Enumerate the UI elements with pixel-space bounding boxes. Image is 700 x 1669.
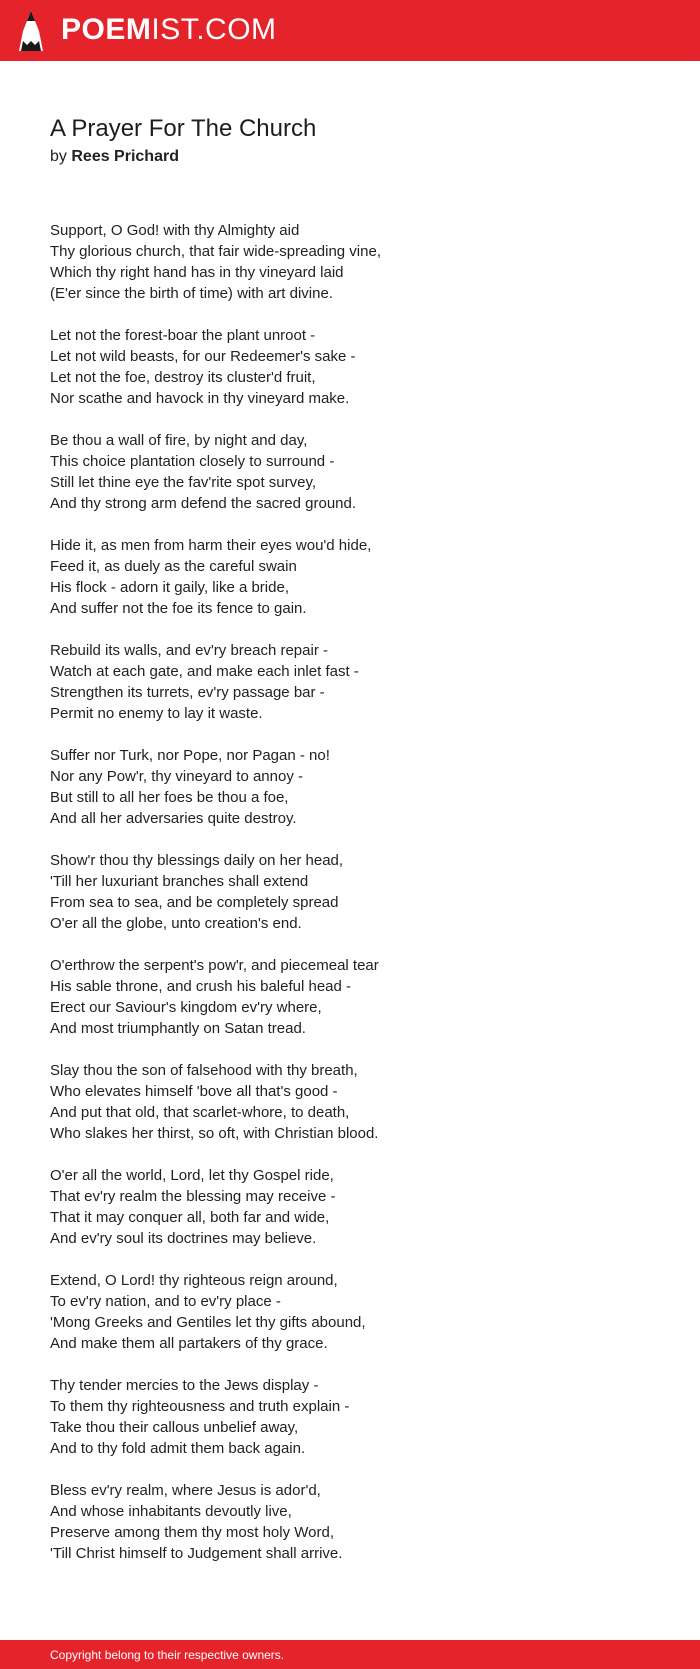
poem-line: Who elevates himself 'bove all that's good - (50, 1083, 338, 1100)
poem-title: A Prayer For The Church (50, 115, 317, 142)
poem-line: To them thy righteousness and truth explain - (50, 1398, 350, 1415)
pencil-icon[interactable] (17, 9, 45, 53)
poem-line: And suffer not the foe its fence to gain. (50, 600, 307, 617)
logo-text-light: IST.COM (151, 13, 277, 46)
poem-line: Nor scathe and havock in thy vineyard make. (50, 390, 350, 407)
poem-line: Let not wild beasts, for our Redeemer's sake - (50, 348, 356, 365)
poem-line: (E'er since the birth of time) with art divine. (50, 285, 333, 302)
poem-line: Extend, O Lord! thy righteous reign around, (50, 1272, 338, 1289)
poem-line: 'Mong Greeks and Gentiles let thy gifts abound, (50, 1314, 366, 1331)
poem-line: Strengthen its turrets, ev'ry passage bar - (50, 684, 325, 701)
logo-text-bold: POEM (61, 13, 152, 46)
stanza (50, 850, 650, 934)
poem-line: Preserve among them thy most holy Word, (50, 1524, 335, 1541)
poem-line: From sea to sea, and be completely spread (50, 894, 339, 911)
poem-line: Slay thou the son of falsehood with thy breath, (50, 1062, 358, 1079)
poem-line: Bless ev'ry realm, where Jesus is ador'd, (50, 1482, 321, 1499)
poem-line: Which thy right hand has in thy vineyard laid (50, 264, 344, 281)
poem-line: O'er all the globe, unto creation's end. (50, 915, 302, 932)
stanza (50, 640, 650, 724)
stanza (50, 1165, 650, 1249)
poem-line: And to thy fold admit them back again. (50, 1440, 306, 1457)
poem-line: Support, O God! with thy Almighty aid (50, 222, 300, 239)
stanza (50, 955, 650, 1039)
poem-line: Let not the foe, destroy its cluster'd fruit, (50, 369, 316, 386)
stanza (50, 1375, 650, 1459)
poem-line: Nor any Pow'r, thy vineyard to annoy - (50, 768, 303, 785)
poem-body (50, 220, 650, 1564)
poem-line: His sable throne, and crush his baleful head - (50, 978, 352, 995)
stanza (50, 535, 650, 619)
byline (50, 146, 650, 168)
stanza (50, 745, 650, 829)
poem-line: Thy glorious church, that fair wide-spreading vine, (50, 243, 381, 260)
poem-line: Let not the forest-boar the plant unroot - (50, 327, 316, 344)
poem-line: And ev'ry soul its doctrines may believe. (50, 1230, 317, 1247)
poem-line: Feed it, as duely as the careful swain (50, 558, 297, 575)
poem-line: O'er all the world, Lord, let thy Gospel ride, (50, 1167, 334, 1184)
poem-line: And whose inhabitants devoutly live, (50, 1503, 292, 1520)
poem-line: That it may conquer all, both far and wide, (50, 1209, 330, 1226)
stanza (50, 1480, 650, 1564)
poem-line: And thy strong arm defend the sacred ground. (50, 495, 357, 512)
poem-line: But still to all her foes be thou a foe, (50, 789, 289, 806)
author-name: Rees Prichard (71, 148, 179, 165)
poem-line: 'Till her luxuriant branches shall extend (50, 873, 309, 890)
poem-line: And make them all partakers of thy grace. (50, 1335, 328, 1352)
poem-line: And all her adversaries quite destroy. (50, 810, 297, 827)
poem-line: Who slakes her thirst, so oft, with Christian blood. (50, 1125, 379, 1142)
stanza (50, 220, 650, 304)
poem-line: That ev'ry realm the blessing may receive - (50, 1188, 336, 1205)
poem-line: Watch at each gate, and make each inlet fast - (50, 663, 359, 680)
poem-line: Rebuild its walls, and ev'ry breach repair - (50, 642, 328, 659)
poem-line: Erect our Saviour's kingdom ev'ry where, (50, 999, 322, 1016)
site-logo[interactable] (61, 12, 277, 48)
poem-line: His flock - adorn it gaily, like a bride, (50, 579, 289, 596)
stanza (50, 1270, 650, 1354)
poem-line: Be thou a wall of fire, by night and day, (50, 432, 308, 449)
poem-line: Permit no enemy to lay it waste. (50, 705, 263, 722)
poem-line: Thy tender mercies to the Jews display - (50, 1377, 319, 1394)
poem-line: To ev'ry nation, and to ev'ry place - (50, 1293, 281, 1310)
byline-prefix: by (50, 148, 67, 165)
site-footer (0, 1640, 700, 1669)
poem-line: Show'r thou thy blessings daily on her head, (50, 852, 344, 869)
poem-line: Suffer nor Turk, nor Pope, nor Pagan - no! (50, 747, 330, 764)
poem-content (50, 114, 650, 1585)
poem-line: 'Till Christ himself to Judgement shall arrive. (50, 1545, 343, 1562)
poem-line: Still let thine eye the fav'rite spot survey, (50, 474, 317, 491)
poem-line: This choice plantation closely to surround - (50, 453, 335, 470)
poem-line: O'erthrow the serpent's pow'r, and piecemeal tear (50, 957, 379, 974)
site-header (0, 0, 700, 61)
stanza (50, 430, 650, 514)
poem-line: Hide it, as men from harm their eyes wou'd hide, (50, 537, 372, 554)
poem-line: Take thou their callous unbelief away, (50, 1419, 299, 1436)
poem-line: And most triumphantly on Satan tread. (50, 1020, 306, 1037)
poem-line: And put that old, that scarlet-whore, to death, (50, 1104, 350, 1121)
stanza (50, 325, 650, 409)
stanza (50, 1060, 650, 1144)
copyright-text: Copyright belong to their respective owners. (50, 1648, 285, 1662)
